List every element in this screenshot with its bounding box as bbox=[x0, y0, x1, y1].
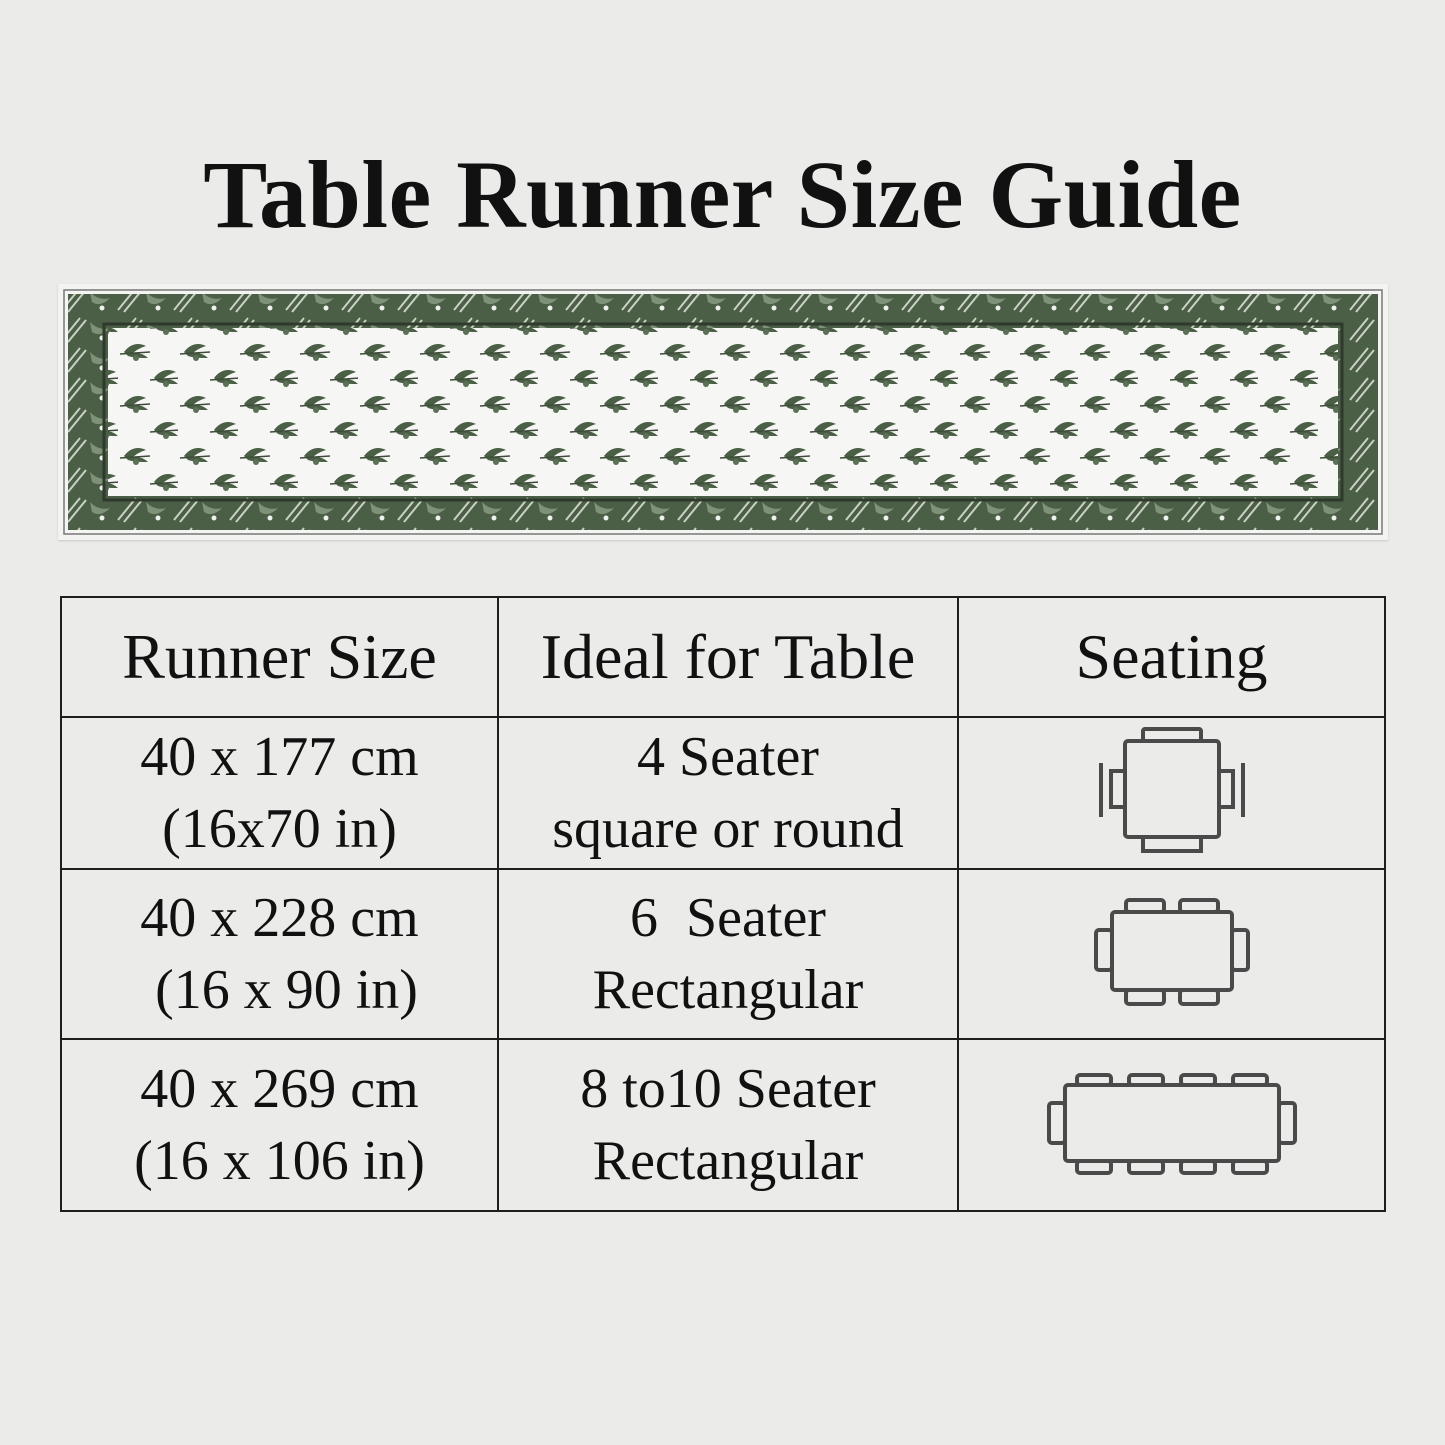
seating-cell bbox=[958, 717, 1385, 869]
ideal-table-cell bbox=[498, 869, 958, 1039]
runner-size-cell bbox=[61, 1039, 498, 1211]
table-type-line1: 6 Seater bbox=[630, 887, 826, 949]
table-type-line1: 8 to10 Seater bbox=[580, 1058, 876, 1120]
table-row bbox=[61, 1039, 1385, 1211]
six-seater-table-icon bbox=[1092, 896, 1252, 1008]
size-in: (16x70 in) bbox=[162, 798, 397, 860]
ideal-table-cell bbox=[498, 717, 958, 869]
table-header-row bbox=[61, 597, 1385, 717]
table-row bbox=[61, 869, 1385, 1039]
ideal-table-cell bbox=[498, 1039, 958, 1211]
four-seater-table-icon bbox=[1097, 727, 1247, 855]
header-ideal-for-table: Ideal for Table bbox=[498, 597, 958, 717]
size-in: (16 x 90 in) bbox=[141, 959, 418, 1021]
ten-seater-table-icon bbox=[1045, 1071, 1299, 1175]
header-seating: Seating bbox=[958, 597, 1385, 717]
size-cm: 40 x 269 cm bbox=[140, 1058, 419, 1120]
runner-size-cell bbox=[61, 869, 498, 1039]
seating-cell bbox=[958, 869, 1385, 1039]
table-type-line2: square or round bbox=[552, 798, 904, 860]
size-guide-table bbox=[60, 596, 1386, 1212]
table-runner-image bbox=[58, 284, 1388, 540]
size-cm: 40 x 228 cm bbox=[140, 887, 419, 949]
table-type-line1: 4 Seater bbox=[637, 726, 819, 788]
seating-cell bbox=[958, 1039, 1385, 1211]
table-row bbox=[61, 717, 1385, 869]
table-type-line2: Rectangular bbox=[592, 959, 864, 1021]
size-in: (16 x 106 in) bbox=[134, 1130, 425, 1192]
runner-size-cell bbox=[61, 717, 498, 869]
header-runner-size: Runner Size bbox=[61, 597, 498, 717]
size-cm: 40 x 177 cm bbox=[140, 726, 419, 788]
table-type-line2: Rectangular bbox=[592, 1130, 864, 1192]
page-title: Table Runner Size Guide bbox=[203, 141, 1242, 248]
